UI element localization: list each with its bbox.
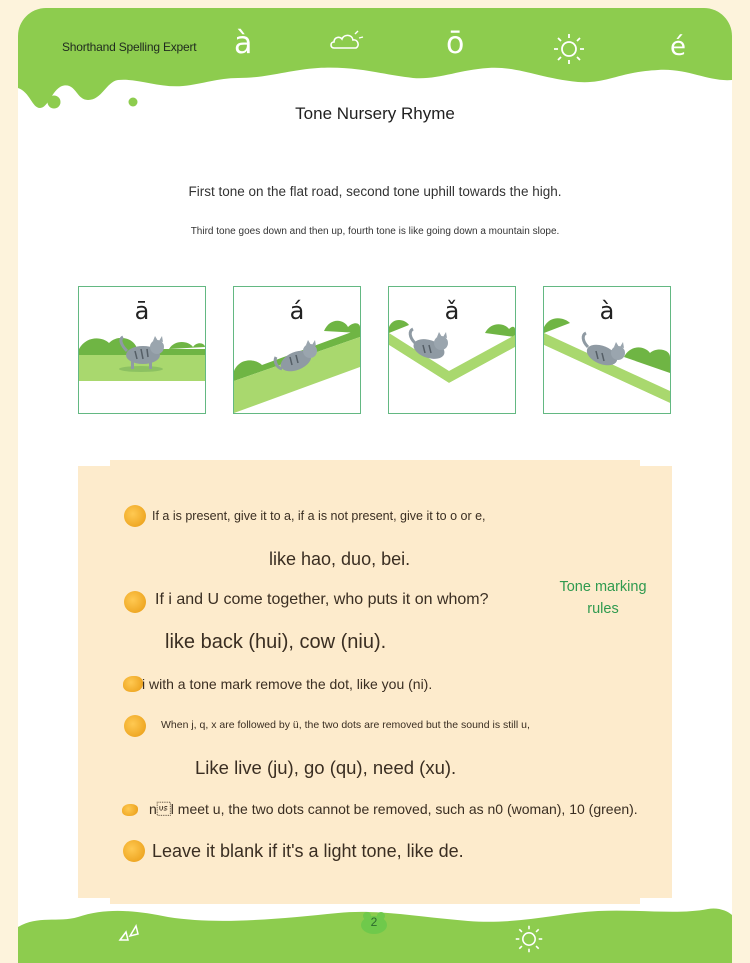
page-number-badge [358,910,390,934]
brand-title: Shorthand Spelling Expert [62,40,197,54]
tone-card-fourth [543,286,671,414]
tone-glyph-o-first: ō [446,26,465,61]
rhyme-line-2: Third tone goes down and then up, fourth tone is like going down a mountain slope. [190,226,560,237]
cloud-icon [328,30,364,54]
tone-glyph-e-second: é [670,32,686,62]
bullet-icon [123,840,145,862]
rule-3: i with a tone mark remove the dot, like you (ni). [142,676,433,692]
bullet-icon [124,505,146,527]
bullet-icon [124,715,146,737]
tone-mark-fourth: à [599,297,615,325]
kite-icon [116,922,142,946]
bullet-icon [122,804,138,816]
tone-card-first [78,286,206,414]
rule-4-example: Like live (ju), go (qu), need (xu). [195,757,457,778]
tone-mark-second: á [289,297,305,325]
rule-4: When j, q, x are followed by ü, the two dots are removed but the sound is still u, [161,719,530,731]
rule-2: If i and U come together, who puts it on whom? [155,591,489,608]
bullet-icon [123,676,143,692]
header-band [18,8,732,118]
tone-glyph-a-fourth: à [234,26,253,61]
tone-card-second [233,286,361,414]
tone-card-third [388,286,516,414]
rule-6: Leave it blank if it's a light tone, like de. [152,841,464,861]
page-title: Tone Nursery Rhyme [295,104,455,123]
rule-2-example: like back (hui), cow (niu). [165,631,387,653]
bullet-icon [124,591,146,613]
rhyme-line-1: First tone on the flat road, second tone uphill towards the high. [188,184,562,199]
page-number: 2 [370,915,378,929]
tone-marking-rules-label: Tone marking rules [559,579,647,617]
rule-5: n l meet u, the two dots cannot be removed, such as n0 (woman), 10 (green). [149,801,638,817]
rule-1-example: like hao, duo, bei. [269,549,411,569]
page-sheet [18,8,732,963]
sun-icon [552,32,586,66]
sun-icon [514,924,544,954]
tone-mark-first: ā [134,297,150,325]
rule-1: If a is present, give it to a, if a is not present, give it to o or e, [152,509,486,523]
tone-mark-third: ǎ [444,297,460,325]
